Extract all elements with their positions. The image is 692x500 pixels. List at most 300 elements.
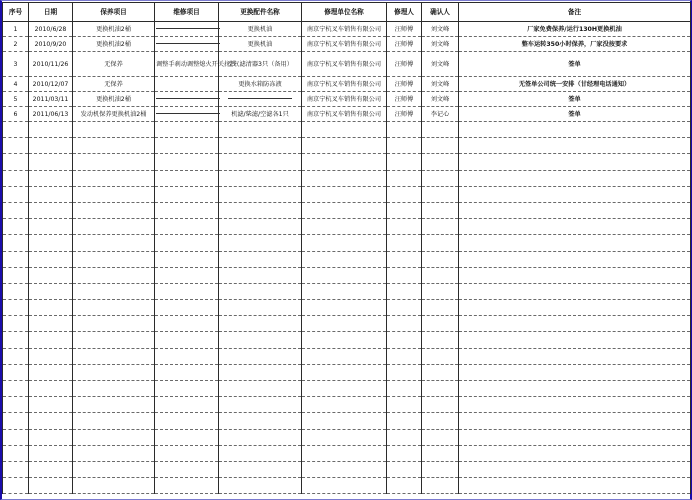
empty-cell[interactable] (302, 461, 387, 477)
empty-cell[interactable] (422, 219, 459, 235)
empty-cell[interactable] (73, 445, 155, 461)
empty-cell[interactable] (3, 397, 29, 413)
empty-cell[interactable] (73, 316, 155, 332)
empty-cell[interactable] (73, 219, 155, 235)
empty-row (3, 381, 691, 397)
cell-no[interactable]: 2 (3, 37, 29, 52)
cell-confirmer[interactable]: 刘文峰 (422, 22, 459, 37)
empty-cell[interactable] (387, 461, 422, 477)
blank-line (156, 113, 220, 114)
empty-cell[interactable] (422, 445, 459, 461)
empty-cell[interactable] (155, 154, 219, 170)
empty-cell[interactable] (302, 267, 387, 283)
empty-cell[interactable] (422, 348, 459, 364)
cell-replaced-parts[interactable]: 空气滤清器3只（备用） (219, 52, 302, 77)
empty-cell[interactable] (155, 429, 219, 445)
cell-remarks[interactable]: 签单 (459, 107, 691, 122)
empty-row (3, 219, 691, 235)
empty-cell[interactable] (459, 138, 691, 154)
empty-row (3, 332, 691, 348)
empty-cell[interactable] (459, 283, 691, 299)
empty-cell[interactable] (155, 122, 219, 138)
empty-cell[interactable] (29, 445, 73, 461)
empty-cell[interactable] (73, 138, 155, 154)
cell-no[interactable]: 5 (3, 92, 29, 107)
header-date[interactable]: 日期 (29, 3, 73, 22)
empty-cell[interactable] (3, 332, 29, 348)
empty-row (3, 170, 691, 186)
empty-cell[interactable] (29, 381, 73, 397)
header-remarks[interactable]: 备注 (459, 3, 691, 22)
cell-replaced-parts[interactable]: 更换机油 (219, 37, 302, 52)
empty-cell[interactable] (29, 397, 73, 413)
empty-cell[interactable] (387, 397, 422, 413)
table-row (3, 22, 691, 37)
empty-cell[interactable] (3, 122, 29, 138)
empty-cell[interactable] (387, 429, 422, 445)
empty-cell[interactable] (29, 316, 73, 332)
empty-cell[interactable] (3, 300, 29, 316)
empty-cell[interactable] (302, 300, 387, 316)
empty-cell[interactable] (387, 170, 422, 186)
cell-repairer[interactable]: 汪师傅 (387, 92, 422, 107)
empty-cell[interactable] (459, 170, 691, 186)
empty-cell[interactable] (219, 461, 302, 477)
table-row (3, 52, 691, 77)
empty-cell[interactable] (422, 186, 459, 202)
empty-cell[interactable] (387, 364, 422, 380)
empty-cell[interactable] (302, 138, 387, 154)
empty-cell[interactable] (73, 381, 155, 397)
empty-cell[interactable] (387, 283, 422, 299)
cell-repair-item[interactable] (155, 92, 219, 107)
empty-cell[interactable] (387, 251, 422, 267)
empty-cell[interactable] (29, 170, 73, 186)
empty-cell[interactable] (302, 413, 387, 429)
empty-cell[interactable] (387, 413, 422, 429)
empty-cell[interactable] (3, 283, 29, 299)
empty-cell[interactable] (29, 300, 73, 316)
empty-cell[interactable] (155, 413, 219, 429)
empty-cell[interactable] (29, 122, 73, 138)
empty-cell[interactable] (3, 348, 29, 364)
empty-row (3, 235, 691, 251)
empty-cell[interactable] (459, 461, 691, 477)
empty-cell[interactable] (302, 381, 387, 397)
empty-cell[interactable] (73, 332, 155, 348)
empty-cell[interactable] (387, 219, 422, 235)
empty-cell[interactable] (387, 300, 422, 316)
empty-cell[interactable] (387, 316, 422, 332)
empty-cell[interactable] (219, 348, 302, 364)
empty-cell[interactable] (459, 300, 691, 316)
empty-cell[interactable] (219, 186, 302, 202)
empty-row (3, 300, 691, 316)
cell-date[interactable]: 2011/03/11 (29, 92, 73, 107)
empty-cell[interactable] (155, 300, 219, 316)
empty-cell[interactable] (3, 413, 29, 429)
empty-cell[interactable] (155, 251, 219, 267)
cell-maintenance-item[interactable]: 更换机油2桶 (73, 22, 155, 37)
empty-cell[interactable] (422, 122, 459, 138)
empty-cell[interactable] (422, 170, 459, 186)
empty-row (3, 478, 691, 494)
cell-repairer[interactable]: 汪师傅 (387, 107, 422, 122)
empty-cell[interactable] (3, 364, 29, 380)
empty-cell[interactable] (387, 186, 422, 202)
empty-cell[interactable] (3, 478, 29, 494)
empty-cell[interactable] (387, 478, 422, 494)
empty-cell[interactable] (219, 381, 302, 397)
empty-cell[interactable] (459, 251, 691, 267)
empty-cell[interactable] (155, 316, 219, 332)
table-row (3, 107, 691, 122)
cell-no[interactable]: 1 (3, 22, 29, 37)
empty-cell[interactable] (459, 219, 691, 235)
empty-cell[interactable] (219, 445, 302, 461)
empty-cell[interactable] (3, 381, 29, 397)
table-row (3, 92, 691, 107)
empty-cell[interactable] (302, 445, 387, 461)
cell-confirmer[interactable]: 刘文峰 (422, 92, 459, 107)
cell-date[interactable]: 2010/6/28 (29, 22, 73, 37)
blank-line (156, 98, 220, 99)
header-replaced-parts[interactable]: 更换配件名称 (219, 3, 302, 22)
empty-cell[interactable] (422, 251, 459, 267)
empty-cell[interactable] (302, 316, 387, 332)
cell-replaced-parts[interactable]: 更换水箱防冻液 (219, 77, 302, 92)
empty-cell[interactable] (219, 154, 302, 170)
empty-cell[interactable] (387, 235, 422, 251)
empty-cell[interactable] (155, 397, 219, 413)
header-repairer[interactable]: 修理人 (387, 3, 422, 22)
cell-repair-item[interactable] (155, 22, 219, 37)
empty-row (3, 186, 691, 202)
empty-row (3, 364, 691, 380)
empty-cell[interactable] (219, 332, 302, 348)
cell-date[interactable]: 2010/9/20 (29, 37, 73, 52)
cell-repair-item[interactable]: 调整手刹动调整熄火开关拉线 (155, 52, 219, 77)
cell-maintenance-item[interactable]: 更换机油2桶 (73, 37, 155, 52)
empty-cell[interactable] (29, 235, 73, 251)
empty-cell[interactable] (422, 300, 459, 316)
header-no[interactable]: 序号 (3, 3, 29, 22)
empty-cell[interactable] (459, 202, 691, 218)
empty-cell[interactable] (302, 122, 387, 138)
empty-cell[interactable] (459, 381, 691, 397)
empty-cell[interactable] (219, 397, 302, 413)
empty-cell[interactable] (29, 267, 73, 283)
empty-row (3, 461, 691, 477)
header-repair-unit[interactable]: 修理单位名称 (302, 3, 387, 22)
cell-repair-item[interactable] (155, 77, 219, 92)
empty-cell[interactable] (73, 397, 155, 413)
empty-cell[interactable] (422, 332, 459, 348)
empty-cell[interactable] (3, 445, 29, 461)
empty-cell[interactable] (302, 219, 387, 235)
empty-row (3, 267, 691, 283)
empty-cell[interactable] (459, 316, 691, 332)
empty-cell[interactable] (422, 283, 459, 299)
empty-cell[interactable] (73, 122, 155, 138)
empty-cell[interactable] (219, 138, 302, 154)
cell-maintenance-item[interactable]: 更换机油2桶 (73, 92, 155, 107)
empty-cell[interactable] (3, 235, 29, 251)
empty-cell[interactable] (73, 461, 155, 477)
empty-cell[interactable] (155, 235, 219, 251)
empty-cell[interactable] (73, 348, 155, 364)
empty-cell[interactable] (29, 154, 73, 170)
empty-cell[interactable] (155, 202, 219, 218)
empty-cell[interactable] (387, 138, 422, 154)
empty-cell[interactable] (422, 364, 459, 380)
empty-cell[interactable] (3, 251, 29, 267)
empty-cell[interactable] (459, 235, 691, 251)
empty-cell[interactable] (3, 461, 29, 477)
blank-line (228, 98, 292, 99)
empty-cell[interactable] (29, 202, 73, 218)
empty-row (3, 429, 691, 445)
empty-cell[interactable] (219, 413, 302, 429)
empty-cell[interactable] (155, 186, 219, 202)
empty-cell[interactable] (219, 429, 302, 445)
empty-cell[interactable] (219, 364, 302, 380)
empty-cell[interactable] (302, 170, 387, 186)
empty-cell[interactable] (155, 267, 219, 283)
cell-remarks[interactable]: 无签单公司统一安排（甘经理电话通知） (459, 77, 691, 92)
cell-repair-unit[interactable]: 南京宁杭叉车销售有限公司 (302, 92, 387, 107)
cell-repair-item[interactable] (155, 37, 219, 52)
cell-repair-item[interactable] (155, 107, 219, 122)
empty-cell[interactable] (387, 267, 422, 283)
empty-cell[interactable] (155, 219, 219, 235)
empty-cell[interactable] (73, 300, 155, 316)
empty-cell[interactable] (73, 186, 155, 202)
empty-cell[interactable] (422, 461, 459, 477)
empty-cell[interactable] (3, 202, 29, 218)
empty-cell[interactable] (422, 381, 459, 397)
empty-cell[interactable] (387, 122, 422, 138)
cell-repair-unit[interactable]: 南京宁杭叉车销售有限公司 (302, 107, 387, 122)
empty-cell[interactable] (219, 235, 302, 251)
cell-repair-unit[interactable]: 南京宁杭叉车销售有限公司 (302, 52, 387, 77)
cell-remarks[interactable]: 整车运转350小时保养，厂家没按要求 (459, 37, 691, 52)
cell-confirmer[interactable]: 李记心 (422, 107, 459, 122)
empty-cell[interactable] (29, 413, 73, 429)
empty-cell[interactable] (73, 429, 155, 445)
empty-cell[interactable] (422, 154, 459, 170)
empty-cell[interactable] (3, 154, 29, 170)
empty-cell[interactable] (29, 348, 73, 364)
empty-row (3, 348, 691, 364)
empty-cell[interactable] (219, 300, 302, 316)
empty-cell[interactable] (459, 397, 691, 413)
empty-row (3, 445, 691, 461)
empty-cell[interactable] (155, 348, 219, 364)
empty-cell[interactable] (29, 461, 73, 477)
empty-cell[interactable] (219, 478, 302, 494)
cell-remarks[interactable]: 厂家免费保养/运行130H更换机油 (459, 22, 691, 37)
blank-line (156, 28, 220, 29)
cell-repair-unit[interactable]: 南京宁杭叉车销售有限公司 (302, 77, 387, 92)
empty-cell[interactable] (422, 138, 459, 154)
cell-maintenance-item[interactable]: 无保养 (73, 52, 155, 77)
empty-cell[interactable] (459, 478, 691, 494)
empty-cell[interactable] (302, 186, 387, 202)
empty-cell[interactable] (3, 170, 29, 186)
empty-cell[interactable] (387, 381, 422, 397)
empty-cell[interactable] (73, 251, 155, 267)
empty-cell[interactable] (3, 186, 29, 202)
empty-cell[interactable] (459, 413, 691, 429)
empty-cell[interactable] (219, 267, 302, 283)
empty-cell[interactable] (73, 413, 155, 429)
maintenance-log-table (2, 2, 691, 494)
empty-cell[interactable] (29, 332, 73, 348)
empty-cell[interactable] (219, 316, 302, 332)
empty-cell[interactable] (29, 429, 73, 445)
empty-cell[interactable] (387, 445, 422, 461)
cell-confirmer[interactable]: 刘文峰 (422, 77, 459, 92)
cell-replaced-parts[interactable]: 更换机油 (219, 22, 302, 37)
cell-no[interactable]: 6 (3, 107, 29, 122)
cell-confirmer[interactable]: 刘文峰 (422, 52, 459, 77)
empty-cell[interactable] (155, 283, 219, 299)
header-confirmer[interactable]: 确认人 (422, 3, 459, 22)
empty-cell[interactable] (459, 348, 691, 364)
empty-cell[interactable] (302, 283, 387, 299)
empty-cell[interactable] (29, 283, 73, 299)
empty-cell[interactable] (459, 429, 691, 445)
empty-cell[interactable] (73, 170, 155, 186)
empty-cell[interactable] (422, 413, 459, 429)
empty-cell[interactable] (219, 283, 302, 299)
empty-cell[interactable] (459, 364, 691, 380)
empty-cell[interactable] (422, 429, 459, 445)
empty-cell[interactable] (302, 154, 387, 170)
empty-cell[interactable] (387, 332, 422, 348)
cell-repair-unit[interactable]: 南京宁杭叉车销售有限公司 (302, 37, 387, 52)
empty-cell[interactable] (459, 445, 691, 461)
cell-repairer[interactable]: 汪师傅 (387, 52, 422, 77)
empty-cell[interactable] (219, 202, 302, 218)
empty-cell[interactable] (302, 202, 387, 218)
empty-cell[interactable] (155, 445, 219, 461)
cell-maintenance-item[interactable]: 无保养 (73, 77, 155, 92)
empty-cell[interactable] (155, 364, 219, 380)
empty-cell[interactable] (73, 235, 155, 251)
empty-cell[interactable] (155, 332, 219, 348)
empty-cell[interactable] (3, 429, 29, 445)
empty-cell[interactable] (219, 219, 302, 235)
header-repair-item[interactable]: 维修项目 (155, 3, 219, 22)
cell-repair-unit[interactable]: 南京宁杭叉车销售有限公司 (302, 22, 387, 37)
empty-cell[interactable] (3, 219, 29, 235)
empty-cell[interactable] (302, 332, 387, 348)
empty-cell[interactable] (387, 348, 422, 364)
cell-date[interactable]: 2011/06/13 (29, 107, 73, 122)
blank-line (156, 43, 220, 44)
empty-cell[interactable] (459, 154, 691, 170)
empty-cell[interactable] (422, 235, 459, 251)
empty-cell[interactable] (459, 122, 691, 138)
cell-repairer[interactable]: 汪师傅 (387, 77, 422, 92)
empty-cell[interactable] (459, 332, 691, 348)
empty-cell[interactable] (422, 267, 459, 283)
empty-cell[interactable] (3, 267, 29, 283)
empty-row (3, 202, 691, 218)
empty-cell[interactable] (302, 364, 387, 380)
empty-row (3, 138, 691, 154)
empty-cell[interactable] (155, 381, 219, 397)
empty-cell[interactable] (302, 235, 387, 251)
empty-cell[interactable] (29, 219, 73, 235)
empty-cell[interactable] (155, 461, 219, 477)
empty-cell[interactable] (3, 316, 29, 332)
empty-cell[interactable] (302, 348, 387, 364)
empty-cell[interactable] (29, 186, 73, 202)
empty-cell[interactable] (73, 283, 155, 299)
empty-cell[interactable] (73, 202, 155, 218)
cell-no[interactable]: 4 (3, 77, 29, 92)
empty-cell[interactable] (73, 478, 155, 494)
header-row (3, 3, 691, 22)
empty-row (3, 251, 691, 267)
empty-cell[interactable] (73, 267, 155, 283)
empty-cell[interactable] (302, 251, 387, 267)
empty-cell[interactable] (29, 364, 73, 380)
empty-cell[interactable] (155, 478, 219, 494)
empty-cell[interactable] (302, 429, 387, 445)
cell-remarks[interactable]: 签单 (459, 92, 691, 107)
cell-confirmer[interactable]: 刘文峰 (422, 37, 459, 52)
empty-cell[interactable] (155, 170, 219, 186)
header-maintenance-item[interactable]: 保养项目 (73, 3, 155, 22)
empty-cell[interactable] (302, 397, 387, 413)
empty-cell[interactable] (73, 364, 155, 380)
empty-cell[interactable] (422, 397, 459, 413)
empty-cell[interactable] (459, 186, 691, 202)
cell-repairer[interactable]: 汪师傅 (387, 22, 422, 37)
empty-cell[interactable] (29, 478, 73, 494)
empty-cell[interactable] (29, 138, 73, 154)
cell-maintenance-item[interactable]: 发动机保养更换机油2桶 (73, 107, 155, 122)
empty-cell[interactable] (155, 138, 219, 154)
empty-cell[interactable] (3, 138, 29, 154)
empty-cell[interactable] (219, 170, 302, 186)
cell-repairer[interactable]: 汪师傅 (387, 37, 422, 52)
cell-date[interactable]: 2010/11/26 (29, 52, 73, 77)
empty-row (3, 122, 691, 138)
empty-cell[interactable] (219, 251, 302, 267)
cell-replaced-parts[interactable] (219, 92, 302, 107)
empty-cell[interactable] (422, 316, 459, 332)
empty-cell[interactable] (302, 478, 387, 494)
cell-replaced-parts[interactable]: 机滤/柴滤/空滤各1只 (219, 107, 302, 122)
cell-no[interactable]: 3 (3, 52, 29, 77)
cell-date[interactable]: 2010/12/07 (29, 77, 73, 92)
table-row (3, 37, 691, 52)
empty-cell[interactable] (387, 202, 422, 218)
empty-cell[interactable] (387, 154, 422, 170)
empty-cell[interactable] (422, 202, 459, 218)
empty-cell[interactable] (219, 122, 302, 138)
empty-cell[interactable] (459, 267, 691, 283)
empty-cell[interactable] (73, 154, 155, 170)
empty-cell[interactable] (29, 251, 73, 267)
cell-remarks[interactable]: 签单 (459, 52, 691, 77)
empty-cell[interactable] (422, 478, 459, 494)
